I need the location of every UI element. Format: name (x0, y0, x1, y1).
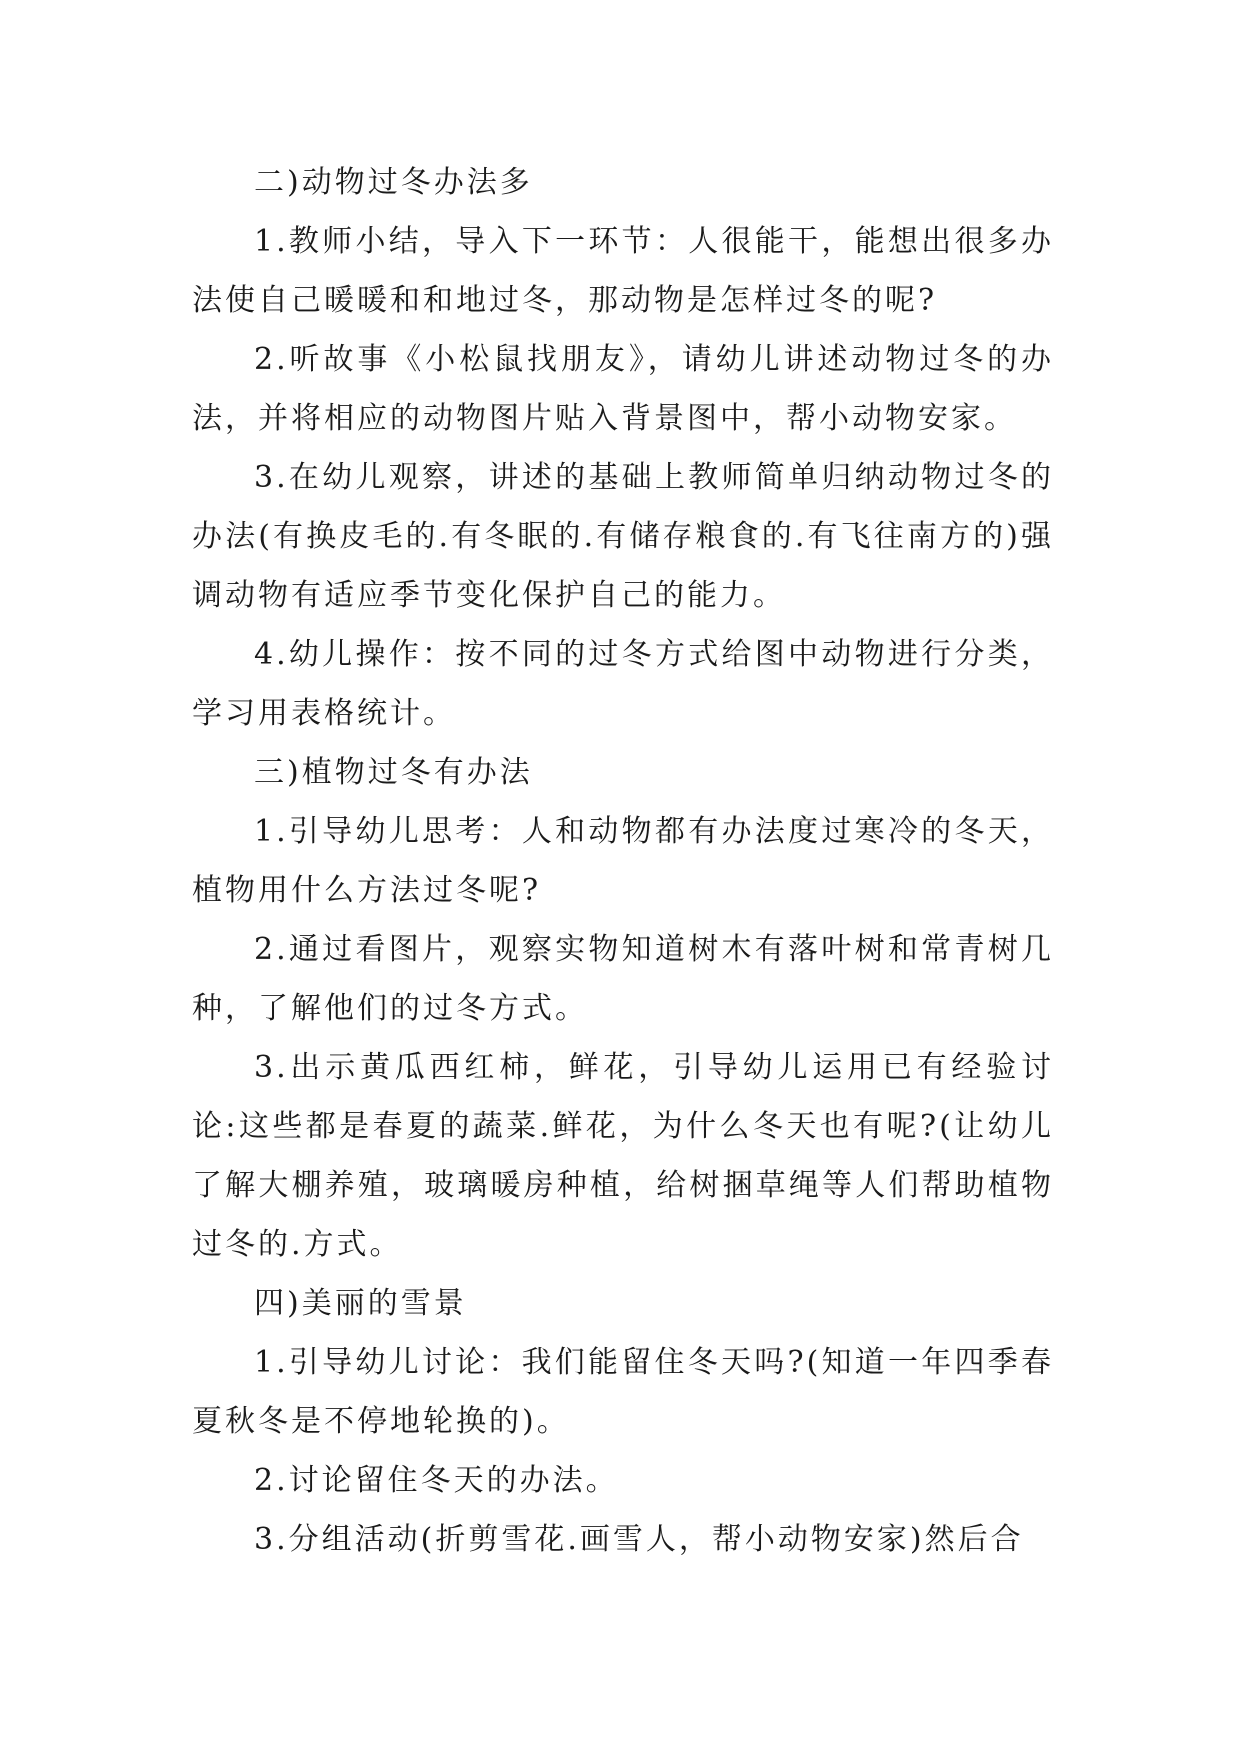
paragraph: 1.引导幼儿思考：人和动物都有办法度过寒冷的冬天，植物用什么方法过冬呢? (192, 814, 1054, 908)
paragraph: 1.教师小结，导入下一环节：人很能干，能想出很多办法使自己暖暖和和地过冬，那动物是怎样过冬的呢? (192, 224, 1054, 318)
section-heading-animals: 二)动物过冬办法多 (254, 165, 533, 200)
paragraph: 4.幼儿操作：按不同的过冬方式给图中动物进行分类，学习用表格统计。 (192, 637, 1054, 731)
section-heading-snow: 四)美丽的雪景 (254, 1286, 467, 1321)
paragraph: 2.通过看图片，观察实物知道树木有落叶树和常青树几种，了解他们的过冬方式。 (192, 932, 1054, 1026)
paragraph: 3.在幼儿观察，讲述的基础上教师简单归纳动物过冬的办法(有换皮毛的.有冬眠的.有储存粮食的.有飞往南方的)强调动物有适应季节变化保护自己的能力。 (192, 460, 1054, 613)
document-body (192, 153, 1054, 1569)
paragraph: 3.分组活动(折剪雪花.画雪人，帮小动物安家)然后合 (254, 1522, 1024, 1557)
paragraph: 2.讨论留住冬天的办法。 (254, 1463, 619, 1498)
paragraph: 2.听故事《小松鼠找朋友》，请幼儿讲述动物过冬的办法，并将相应的动物图片贴入背景图中，帮小动物安家。 (192, 342, 1054, 436)
paragraph: 3.出示黄瓜西红柿，鲜花，引导幼儿运用已有经验讨论:这些都是春夏的蔬菜.鲜花，为什么冬天也有呢?(让幼儿了解大棚养殖，玻璃暖房种植，给树捆草绳等人们帮助植物过冬的.方式。 (192, 1050, 1054, 1262)
paragraph: 1.引导幼儿讨论：我们能留住冬天吗?(知道一年四季春夏秋冬是不停地轮换的)。 (192, 1345, 1054, 1439)
section-heading-plants: 三)植物过冬有办法 (254, 755, 533, 790)
